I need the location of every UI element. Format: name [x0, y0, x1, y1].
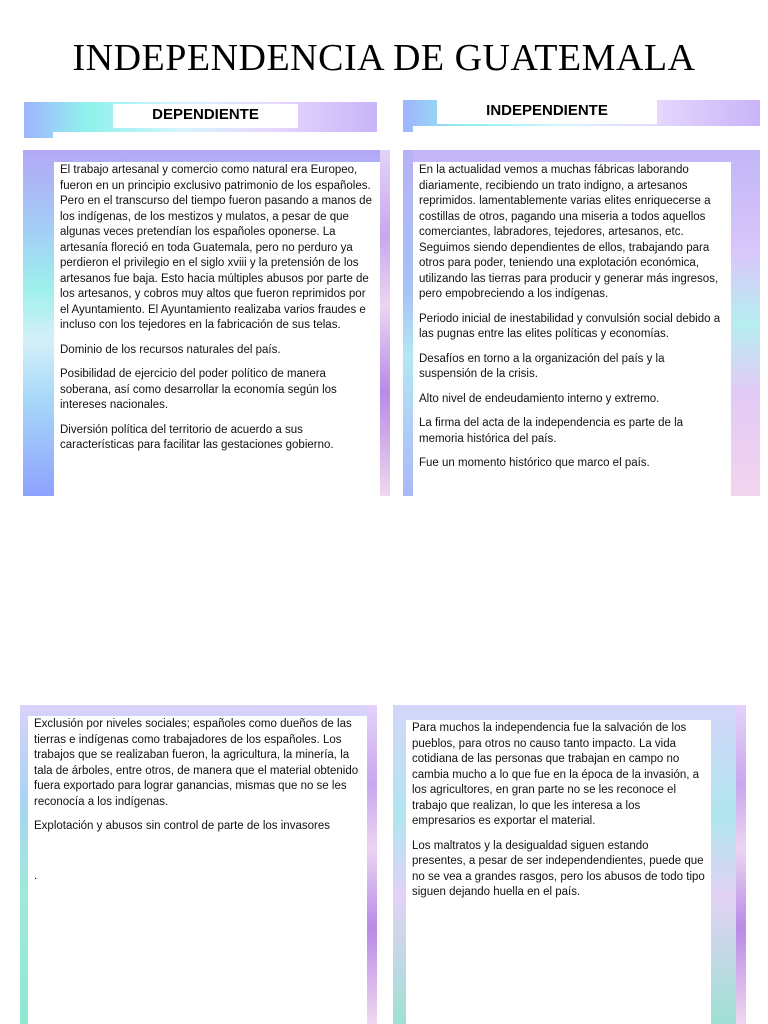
- dependiente-header-underline: [53, 132, 377, 138]
- independiente-paragraph: Periodo inicial de inestabilidad y convulsión social debido a las pugnas entre las elites políticas y economías.: [419, 312, 721, 340]
- page-title: INDEPENDENCIA DE GUATEMALA: [72, 37, 696, 79]
- independiente-heading: INDEPENDIENTE: [437, 100, 657, 124]
- dependiente-panel-edge: [380, 150, 390, 496]
- dependiente-heading: DEPENDIENTE: [113, 104, 298, 128]
- dependiente-paragraph: Posibilidad de ejercicio del poder político de manera soberana, así como desarrollar la economía según los intereses nacionales.: [60, 368, 337, 411]
- independiente-paragraph: Fue un momento histórico que marco el país.: [419, 457, 650, 469]
- dependiente-paragraph: Dominio de los recursos naturales del país.: [60, 343, 281, 356]
- independiente-content: [413, 162, 731, 496]
- independiente-paragraph: La firma del acta de la independencia es parte de la memoria histórica del país.: [419, 417, 684, 445]
- bottom-right-panel-edge: [736, 705, 746, 1024]
- independiente-paragraph: En la actualidad vemos a muchas fábricas laborando diariamente, recibiendo un trato indigno, a artesanos reprimidos. lamentablemente varias elites enriquecerse a costillas de otros, pagando una miseria a todos aquellos comerciantes, labradores, tejedores, artesanos, etc. Seguimos siendo dependientes de ellos, trabajando para otros para poder, teniendo una explotación económica, utilizando las tierras para producir y generar más ingresos, pero empobreciendo a los indígenas.: [419, 164, 719, 300]
- bottom-left-paragraph: Exclusión por niveles sociales; españoles como dueños de las tierras e indígenas como trabajadores de los españoles. Los trabajos que se realizaban fueron, la agricultura, la minería, la tala de árboles, entre otros, de manera que el material obtenido fuera exportado para lograr ganancias, mismas que no se les reconocía a los indígenas.: [34, 718, 359, 808]
- bottom-right-content: [406, 720, 711, 1024]
- bottom-right-paragraph: Los maltratos y la desigualdad siguen estando presentes, a pesar de ser independendientes, puede que no se vea a grandes rasgos, pero los abusos de todo tipo siguen dejando huella en el país.: [412, 839, 705, 898]
- bottom-left-panel-edge: [367, 705, 377, 1024]
- independiente-paragraph: Desafíos en torno a la organización del país y la suspensión de la crisis.: [419, 352, 665, 380]
- bottom-left-paragraph: Explotación y abusos sin control de parte de los invasores: [34, 820, 330, 832]
- dependiente-content: [54, 162, 380, 496]
- independiente-header-underline: [413, 126, 760, 132]
- dependiente-paragraph: Diversión política del territorio de acuerdo a sus características para facilitar las gestaciones gobierno.: [60, 423, 334, 451]
- bottom-right-paragraph: Para muchos la independencia fue la salvación de los pueblos, para otros no causo tanto impacto. La vida cotidiana de las personas que trabajan en campo no cambia mucho a lo que fue en la época de la invasión, a los agricultores, en gran parte no se les reconoce el trabajo que realizan, lo que les interesa a los empresarios es exportar el material.: [412, 722, 700, 827]
- independiente-paragraph: Alto nivel de endeudamiento interno y extremo.: [419, 392, 660, 405]
- bottom-left-trailing-mark: .: [34, 869, 38, 882]
- independiente-panel-left-edge: [403, 150, 413, 496]
- bottom-left-content: [28, 716, 367, 1024]
- dependiente-paragraph: El trabajo artesanal y comercio como natural era Europeo, fueron en un principio exclusivo patrimonio de los españoles. Pero en el transcurso del tiempo fueron pasando a manos de los indígenas, de los mestizos y mulatos, a pesar de que algunas veces pretendían los españoles oponerse. La artesanía floreció en toda Guatemala, pero no perduro ya perdieron el privilegio en el siglo xviii y la pretensión de los artesanos fue baja. Esto hacia múltiples abusos por parte de los artesanos, y cobros muy altos que fueron reprimidos por el Ayuntamiento. El Ayuntamiento realizaba varios fraudes e incluso con los tejedores en la fabricación de sus telas.: [60, 164, 372, 331]
